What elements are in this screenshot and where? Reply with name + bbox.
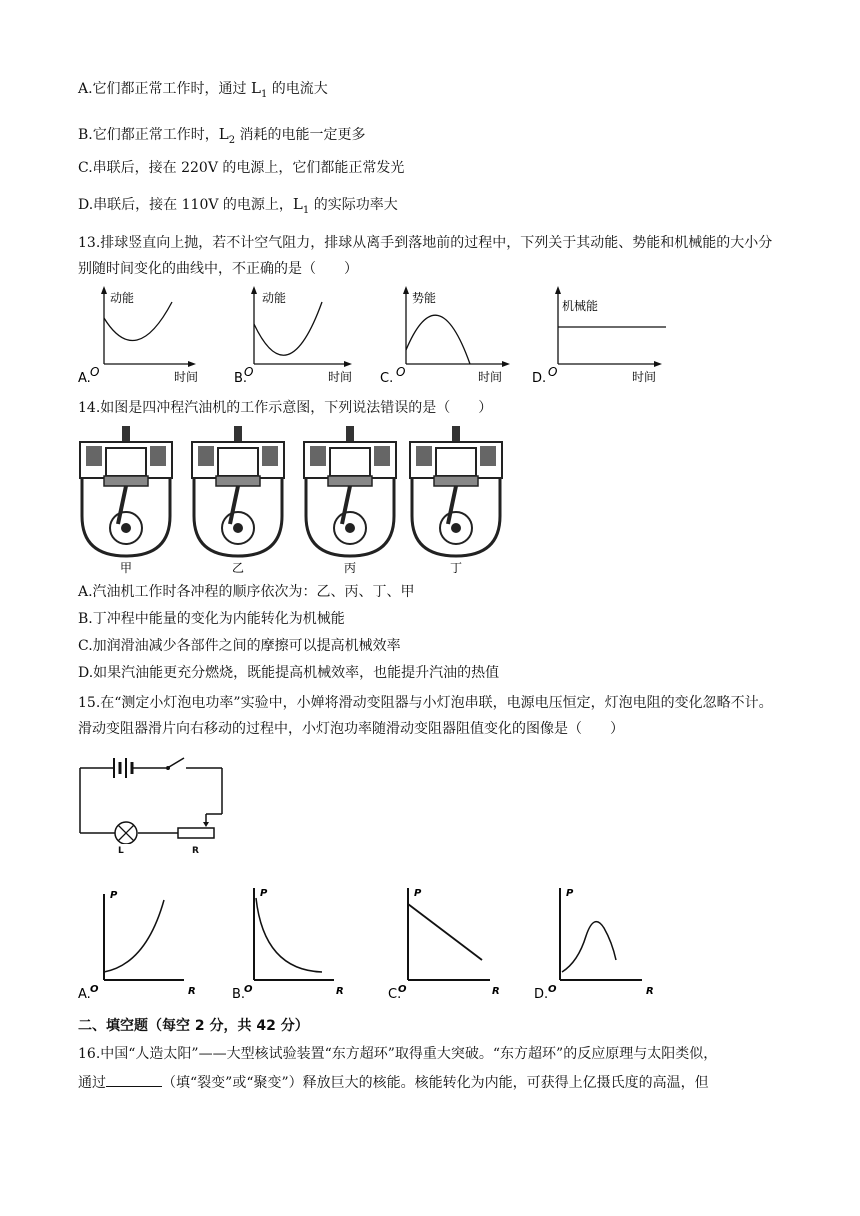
q12-option-b-symbol: L [218,125,229,143]
q15-graph-c-curve [408,904,482,960]
q15-graph-b-ylabel: P [260,888,268,899]
q15-graph-b-xlabel: R [336,986,344,997]
q15-graph-b-curve [256,898,322,972]
q15-graph-b [232,888,344,1002]
q13-graph-b-label: B. [234,371,248,386]
q15-graph-c-origin: O [398,984,407,995]
q16-line-2-end: （填“裂变”或“聚变”）释放巨大的核能。核能转化为内能，可获得上亿摄氏度的高温，但 [162,1075,709,1091]
q16-line-2-start: 通过 [78,1075,106,1091]
q13-graph-b-ylabel: 动能 [262,291,287,305]
q15-graph-c-ylabel: P [414,888,422,899]
q12-option-d-symbol: L [292,195,303,213]
q13-graph-d-ylabel: 机械能 [562,299,599,313]
q12-option-a-text: A.它们都正常工作时，通过 [78,81,252,97]
q13-graph-b-origin: O [244,365,254,379]
q13-graph-c-xlabel: 时间 [478,370,503,384]
engine-ding [410,426,502,575]
q15-graph-b-label: B. [232,987,246,1002]
q13-graph-a-origin: O [90,365,100,379]
q13-graph-b-curve [254,302,322,355]
q14-stem: 14.如图是四冲程汽油机的工作示意图，下列说法错误的是（ ） [78,400,493,416]
circuit-resistor-label: R [192,846,199,856]
engine-ding-label: 丁 [450,561,463,575]
q13-graph-b [234,286,352,386]
q12-option-d-subscript: 1 [302,205,310,216]
q13-graph-a [78,286,198,386]
q15-graph-a-xlabel: R [188,986,196,997]
q13-graph-a-xlabel: 时间 [174,370,199,384]
q12-option-b [78,124,366,147]
engine-yi-label: 乙 [232,561,245,575]
q12-option-d-text-end: 的实际功率大 [309,197,398,213]
engine-bing-label: 丙 [344,561,357,575]
q12-option-a-symbol: L [251,79,261,97]
q13-graph-a-curve [104,302,172,341]
q12-option-a-subscript: 1 [260,89,268,100]
q15-graph-d [534,888,654,1002]
section-2-title: 二、填空题（每空 2 分，共 42 分） [78,1018,309,1034]
q13-graph-c-origin: O [396,365,406,379]
q13-graph-d-xlabel: 时间 [632,370,657,384]
q13-graph-d-label: D. [532,371,547,386]
q15-graph-d-origin: O [548,984,557,995]
q13-graphs [74,284,794,388]
q15-graph-d-ylabel: P [566,888,574,899]
q15-graph-c [388,888,500,1002]
q15-graph-c-xlabel: R [492,986,500,997]
q12-option-d-text: D.串联后，接在 110V 的电源上， [78,197,293,213]
q15-graphs [76,884,676,1002]
q13-graph-c-ylabel: 势能 [412,291,437,305]
q15-graph-b-origin: O [244,984,253,995]
q15-graph-a-origin: O [90,984,99,995]
q16-line-1: 16.中国“人造太阳”——大型核试验装置“东方超环”取得重大突破。“东方超环”的反应原理与太阳类似， [78,1046,718,1062]
resistor-icon [178,828,214,838]
q13-graph-d-origin: O [548,365,558,379]
q12-option-b-text: B.它们都正常工作时， [78,127,219,143]
q13-graph-a-label: A. [78,371,91,386]
q13-stem: 13.排球竖直向上抛，若不计空气阻力，排球从离手到落地前的过程中，下列关于其动能、势能和机械能的大小分别随时间变化的曲线中，不正确的是（ ） [78,235,773,277]
q12-option-a-text-end: 的电流大 [267,81,328,97]
q16-line-2 [78,1072,709,1093]
q15-graph-a [78,890,196,1002]
q12-option-a [78,78,328,101]
engine-bing [304,426,396,575]
q15-stem: 15.在“测定小灯泡电功率”实验中，小婵将滑动变阻器与小灯泡串联，电源电压恒定，灯泡电阻的变化忽略不计。滑动变阻器滑片向右移动的过程中，小灯泡功率随滑动变阻器阻值变化的图像是（ ） [78,695,773,737]
q12-option-c: C.串联后，接在 220V 的电源上，它们都能正常发光 [78,160,405,176]
q15-graph-d-xlabel: R [646,986,654,997]
circuit-lamp-label: L [118,846,124,856]
q13-graph-b-xlabel: 时间 [328,370,353,384]
q14-option-b: B.丁冲程中能量的变化为内能转化为机械能 [78,611,345,627]
engine-jia-label: 甲 [120,561,133,575]
q14-option-c: C.加润滑油减少各部件之间的摩擦可以提高机械效率 [78,638,401,654]
q13-graph-c-curve [406,315,470,364]
q13-graph-a-ylabel: 动能 [110,291,135,305]
engine-yi [192,426,284,575]
q15-graph-a-curve [104,900,164,972]
q15-graph-a-ylabel: P [110,890,118,901]
q14-option-d: D.如果汽油能更充分燃烧，既能提高机械效率，也能提升汽油的热值 [78,665,500,681]
q15-graph-c-label: C. [388,987,402,1002]
q15-graph-d-label: D. [534,987,549,1002]
engine-jia [80,426,172,575]
q15-graph-a-label: A. [78,987,91,1002]
q15-circuit [74,752,234,844]
q13-graph-d [532,286,666,386]
q13-graph-c [380,286,510,386]
q12-option-b-subscript: 2 [228,135,236,146]
q13-graph-c-label: C. [380,371,394,386]
q15-graph-d-curve [562,922,616,972]
q16-answer-blank[interactable] [106,1072,162,1087]
q14-option-a: A.汽油机工作时各冲程的顺序依次为：乙、丙、丁、甲 [78,584,415,600]
q12-option-b-text-end: 消耗的电能一定更多 [235,127,366,143]
q12-option-d [78,194,398,217]
q14-engine-diagrams [76,424,506,576]
